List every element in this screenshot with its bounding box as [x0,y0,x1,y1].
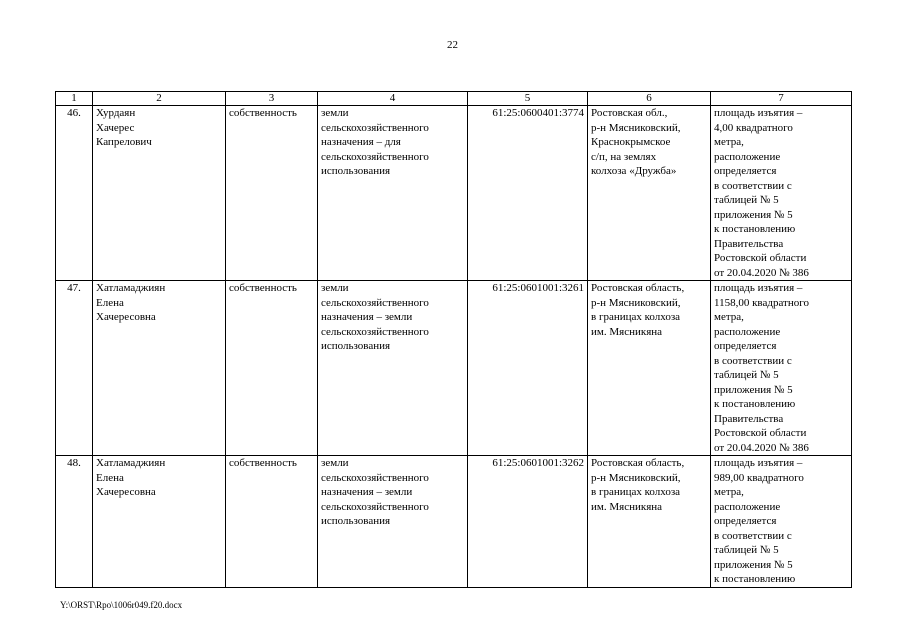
land-category-line: сельскохозяйственного [321,471,429,484]
note-line: таблицей № 5 [714,544,779,556]
location-line: в границах колхоза [591,311,681,323]
land-category-line: сельскохозяйственного [321,296,429,309]
location-line: Ростовская обл., [591,107,668,119]
location-line: Ростовская область, [591,457,685,469]
note-cell [711,456,852,588]
note-line: приложения № 5 [714,208,793,221]
cadastral-number: 61:25:0600401:3774 [468,106,588,281]
column-header: 6 [588,92,711,106]
owner-name-line: Хачерес [96,121,135,134]
location-cell [588,456,711,588]
location-cell [588,281,711,456]
column-header: 3 [226,92,318,106]
owner-cell [93,456,226,588]
location-line: р-н Мясниковский, [591,471,681,484]
note-line: таблицей № 5 [714,369,779,381]
note-line: Правительства [714,412,784,425]
note-line: метра, [714,486,744,498]
land-category-line: земли [321,457,349,469]
owner-name-line: Хачересовна [96,486,156,498]
column-header: 1 [56,92,93,106]
owner-cell [93,281,226,456]
land-category-line: сельскохозяйственного [321,121,429,134]
cadastral-number: 61:25:0601001:3261 [468,281,588,456]
file-path-footer: Y:\ORST\Rpo\1006r049.f20.docx [60,600,183,610]
note-line: в соответствии с [714,529,792,542]
owner-name-line: Хачересовна [96,311,156,323]
location-line: р-н Мясниковский, [591,296,681,309]
note-line: определяется [714,515,777,527]
location-line: колхоза «Дружба» [591,165,677,177]
row-number: 46. [56,106,93,281]
location-line: р-н Мясниковский, [591,121,681,134]
column-number-row [56,92,852,106]
note-cell [711,106,852,281]
location-line: с/п, на землях [591,150,657,163]
note-line: приложения № 5 [714,558,793,571]
note-line: приложения № 5 [714,383,793,396]
right-type-cell: собственность [226,456,318,588]
right-type-cell: собственность [226,281,318,456]
note-line: метра, [714,136,744,148]
note-line: расположение [714,500,781,513]
note-line: от 20.04.2020 № 386 [714,266,809,279]
table-row [56,281,852,456]
note-line: Правительства [714,237,784,250]
column-header: 7 [711,92,852,106]
note-line: таблицей № 5 [714,194,779,206]
land-category-cell [318,106,468,281]
note-line: к постановлению [714,573,796,585]
land-category-line: назначения – земли [321,486,413,498]
note-line: от 20.04.2020 № 386 [714,441,809,454]
note-line: определяется [714,165,777,177]
note-line: площадь изъятия – [714,107,803,119]
land-category-line: сельскохозяйственного [321,325,429,338]
table-row [56,456,852,588]
owner-name-line: Елена [96,471,124,484]
location-line: Ростовская область, [591,282,685,294]
note-line: расположение [714,325,781,338]
note-line: в соответствии с [714,179,792,192]
note-line: 989,00 квадратного [714,471,804,484]
land-category-line: использования [321,340,391,352]
location-line: им. Мясникяна [591,325,663,338]
land-category-line: назначения – для [321,136,401,148]
cadastral-number: 61:25:0601001:3262 [468,456,588,588]
note-line: к постановлению [714,223,796,235]
land-category-line: земли [321,282,349,294]
location-line: Краснокрымское [591,136,671,148]
right-type-cell: собственность [226,106,318,281]
owner-name-line: Капрелович [96,136,152,148]
location-cell [588,106,711,281]
note-cell [711,281,852,456]
row-number: 47. [56,281,93,456]
column-header: 4 [318,92,468,106]
note-line: к постановлению [714,398,796,410]
column-header: 5 [468,92,588,106]
note-line: определяется [714,340,777,352]
land-category-line: сельскохозяйственного [321,500,429,513]
note-line: 4,00 квадратного [714,121,793,134]
location-line: в границах колхоза [591,486,681,498]
land-registry-table [55,91,852,588]
note-line: площадь изъятия – [714,457,803,469]
owner-cell [93,106,226,281]
note-line: расположение [714,150,781,163]
location-line: им. Мясникяна [591,500,663,513]
land-category-line: сельскохозяйственного [321,150,429,163]
page-number: 22 [447,39,458,51]
owner-name-line: Хатламаджиян [96,282,166,294]
land-category-line: использования [321,515,391,527]
land-category-cell [318,281,468,456]
row-number: 48. [56,456,93,588]
note-line: в соответствии с [714,354,792,367]
column-header: 2 [93,92,226,106]
land-category-line: назначения – земли [321,311,413,323]
land-category-line: использования [321,165,391,177]
land-category-cell [318,456,468,588]
owner-name-line: Хурдаян [96,107,136,119]
note-line: площадь изъятия – [714,282,803,294]
note-line: Ростовской области [714,252,807,264]
note-line: Ростовской области [714,427,807,439]
table-row [56,106,852,281]
land-category-line: земли [321,107,349,119]
note-line: метра, [714,311,744,323]
owner-name-line: Елена [96,296,124,309]
note-line: 1158,00 квадратного [714,296,809,309]
owner-name-line: Хатламаджиян [96,457,166,469]
